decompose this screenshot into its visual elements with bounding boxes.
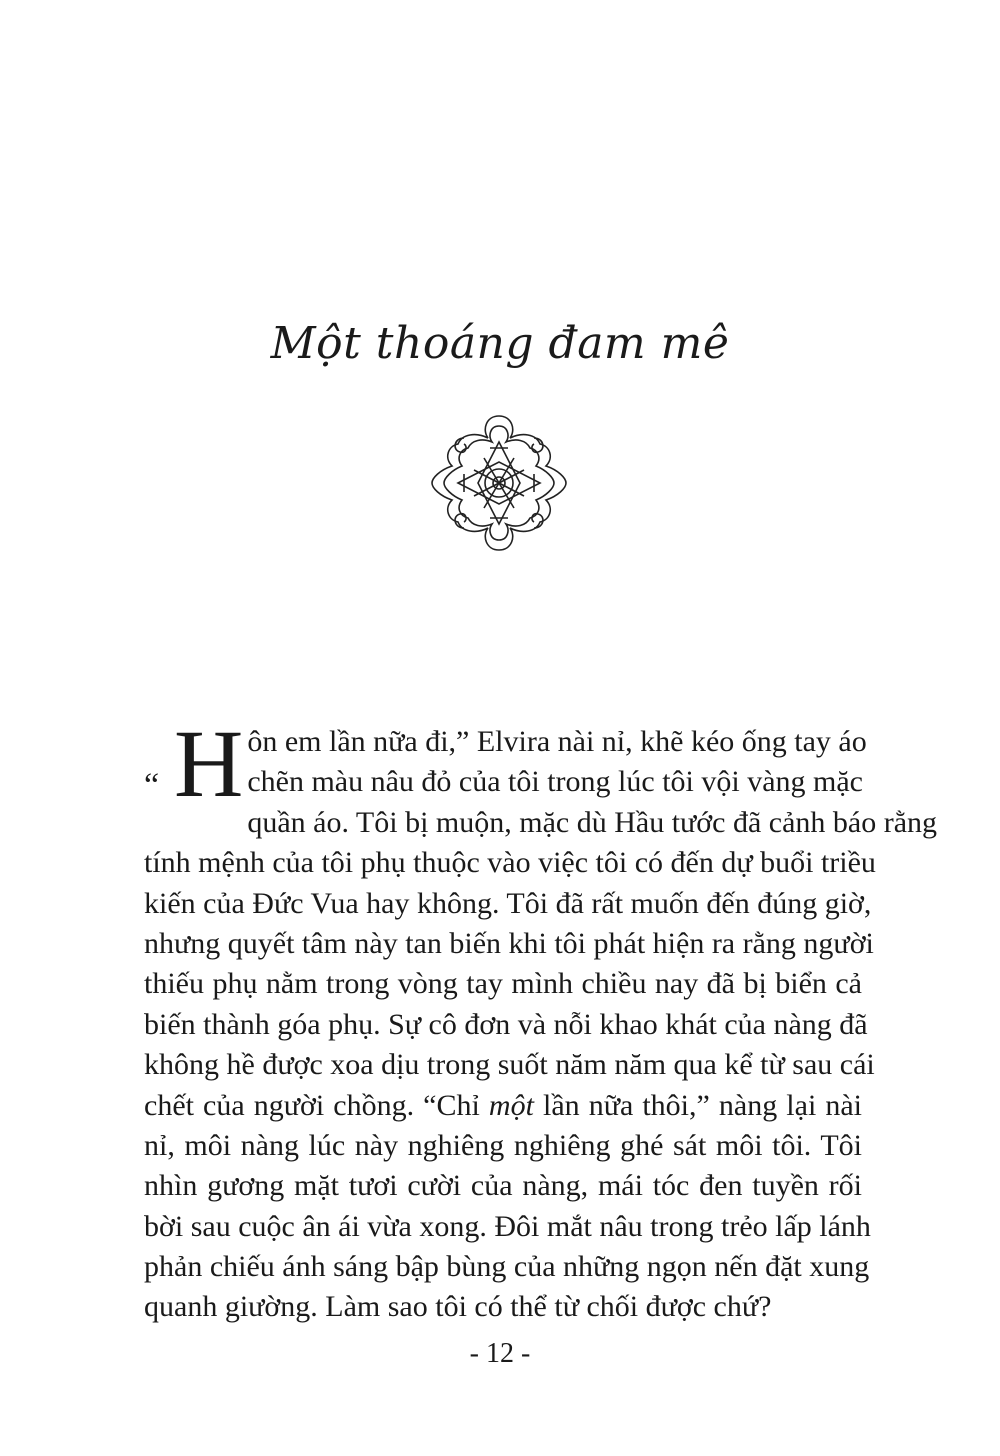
chapter-title: Một thoáng đam mê: [270, 318, 730, 369]
text-line: tính mệnh của tôi phụ thuộc vào việc tôi có đến dự buổi triều: [144, 846, 876, 880]
text-line: quần áo. Tôi bị muộn, mặc dù Hầu tước đã cảnh báo rằng: [247, 805, 938, 839]
emphasis-word: một: [488, 1088, 534, 1122]
text-line: thiếu phụ nằm trong vòng tay mình chiều nay đã bị biển cả: [144, 967, 862, 1001]
drop-cap-letter: H: [174, 710, 244, 817]
text-line: biến thành góa phụ. Sự cô đơn và nỗi khao khát của nàng đã: [144, 1007, 868, 1041]
text-line: bời sau cuộc ân ái vừa xong. Đôi mắt nâu trong trẻo lấp lánh: [144, 1209, 871, 1243]
text-line: quanh giường. Làm sao tôi có thể từ chối được chứ?: [144, 1290, 772, 1324]
text-segment: chết của người chồng. “Chỉ: [144, 1088, 489, 1122]
text-line: ôn em lần nữa đi,” Elvira nài nỉ, khẽ kéo ống tay áo: [247, 725, 867, 758]
page-number: - 12 -: [469, 1338, 531, 1369]
open-quote: “: [144, 767, 160, 804]
floral-ornament-icon: [424, 408, 574, 558]
text-line: kiến của Đức Vua hay không. Tôi đã rất muốn đến đúng giờ,: [144, 886, 872, 920]
text-line: phản chiếu ánh sáng bập bùng của những ngọn nến đặt xung: [144, 1250, 870, 1284]
text-line: chẽn màu nâu đỏ của tôi trong lúc tôi vội vàng mặc: [247, 765, 863, 799]
story-paragraph: [144, 710, 938, 1328]
text-line: nỉ, môi nàng lúc này nghiêng nghiêng ghé sát môi tôi. Tôi: [144, 1128, 862, 1162]
text-segment: lần nữa thôi,” nàng lại nài: [533, 1088, 863, 1122]
drop-cap: [144, 710, 244, 817]
text-line: nhưng quyết tâm này tan biến khi tôi phát hiện ra rằng người: [144, 926, 874, 960]
text-line: không hề được xoa dịu trong suốt năm năm qua kể từ sau cái: [144, 1048, 875, 1082]
text-line-emphasis: [144, 1086, 862, 1126]
text-line: nhìn gương mặt tươi cười của nàng, mái tóc đen tuyền rối: [144, 1169, 862, 1203]
